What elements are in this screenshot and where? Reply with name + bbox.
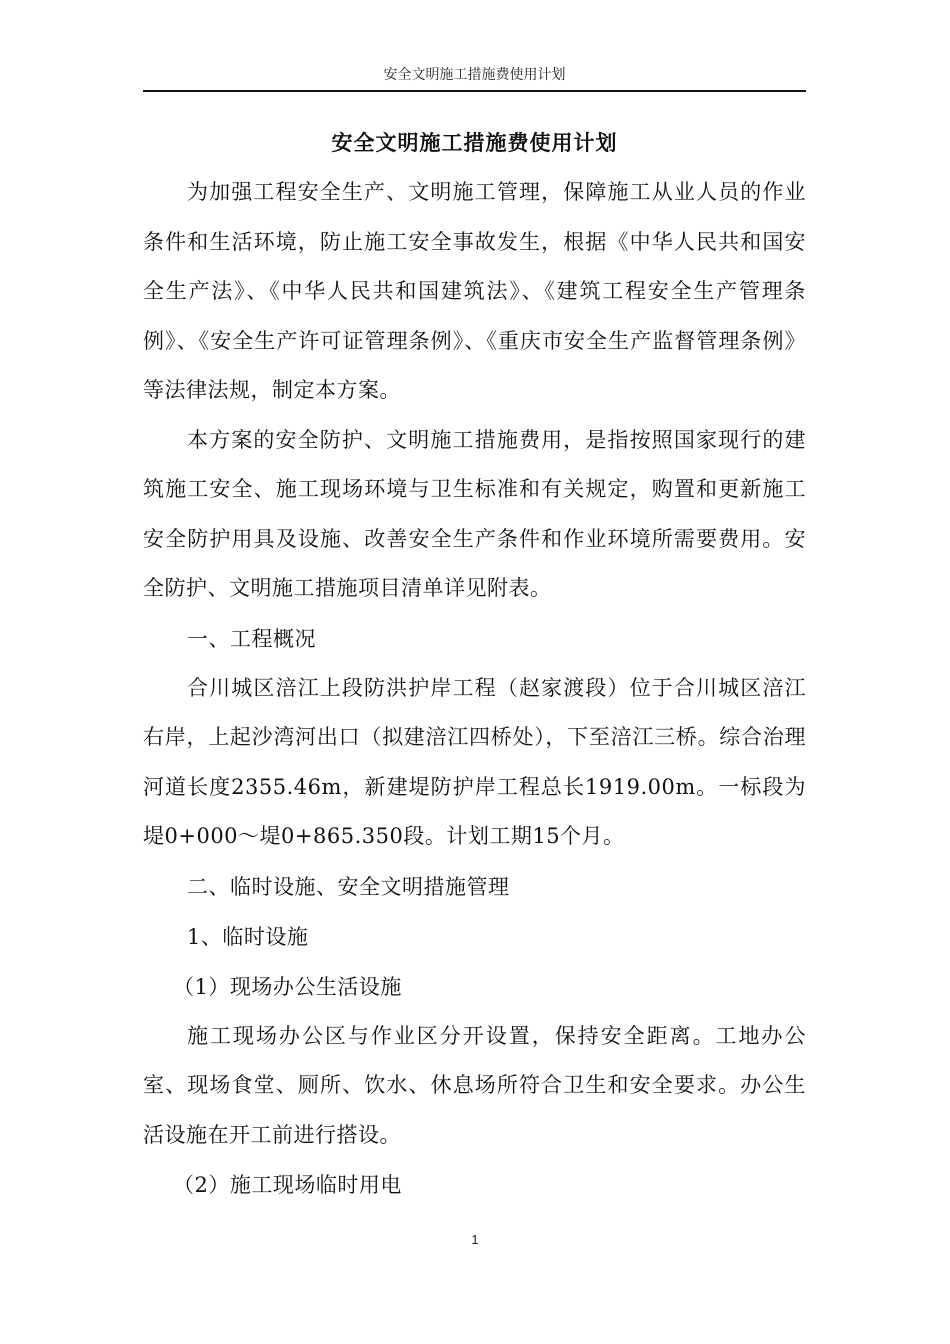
- project-overview-paragraph: 合川城区涪江上段防洪护岸工程（赵家渡段）位于合川城区涪江右岸，上起沙湾河出口（拟建涪江四桥处），下至涪江三桥。综合治理河道长度2355.46m，新建堤防护岸工程总长1919.00m。一标段为堤0+000～堤0+865.350段。计划工期15个月。: [143, 675, 806, 848]
- subsection-heading-temporary-facilities: 1、临时设施: [187, 924, 309, 949]
- office-living-facilities-paragraph: 施工现场办公区与作业区分开设置，保持安全距离。工地办公室、现场食堂、厕所、饮水、休息场所符合卫生和安全要求。办公生活设施在开工前进行搭设。: [143, 1023, 806, 1147]
- item-heading-office-living-facilities: （1）现场办公生活设施: [173, 974, 402, 999]
- running-header: 安全文明施工措施费使用计划: [143, 66, 806, 92]
- scope-paragraph: 本方案的安全防护、文明施工措施费用，是指按照国家现行的建筑施工安全、施工现场环境与卫生标准和有关规定，购置和更新施工安全防护用具及设施、改善安全生产条件和作业环境所需要费用。安全防护、文明施工措施项目清单详见附表。: [143, 427, 806, 600]
- item-heading-temporary-power: （2）施工现场临时用电: [173, 1173, 402, 1197]
- section-heading-project-overview: 一、工程概况: [187, 626, 316, 651]
- section-heading-temporary-facilities: 二、临时设施、安全文明措施管理: [187, 874, 510, 899]
- document-title: 安全文明施工措施费使用计划: [331, 130, 618, 155]
- page-number: 1: [471, 1232, 479, 1247]
- intro-paragraph: 为加强工程安全生产、文明施工管理，保障施工从业人员的作业条件和生活环境，防止施工安全事故发生，根据《中华人民共和国安全生产法》、《中华人民共和国建筑法》、《建筑工程安全生产管理条例》、《安全生产许可证管理条例》、《重庆市安全生产监督管理条例》等法律法规，制定本方案。: [143, 180, 806, 402]
- document-body: [143, 118, 806, 1210]
